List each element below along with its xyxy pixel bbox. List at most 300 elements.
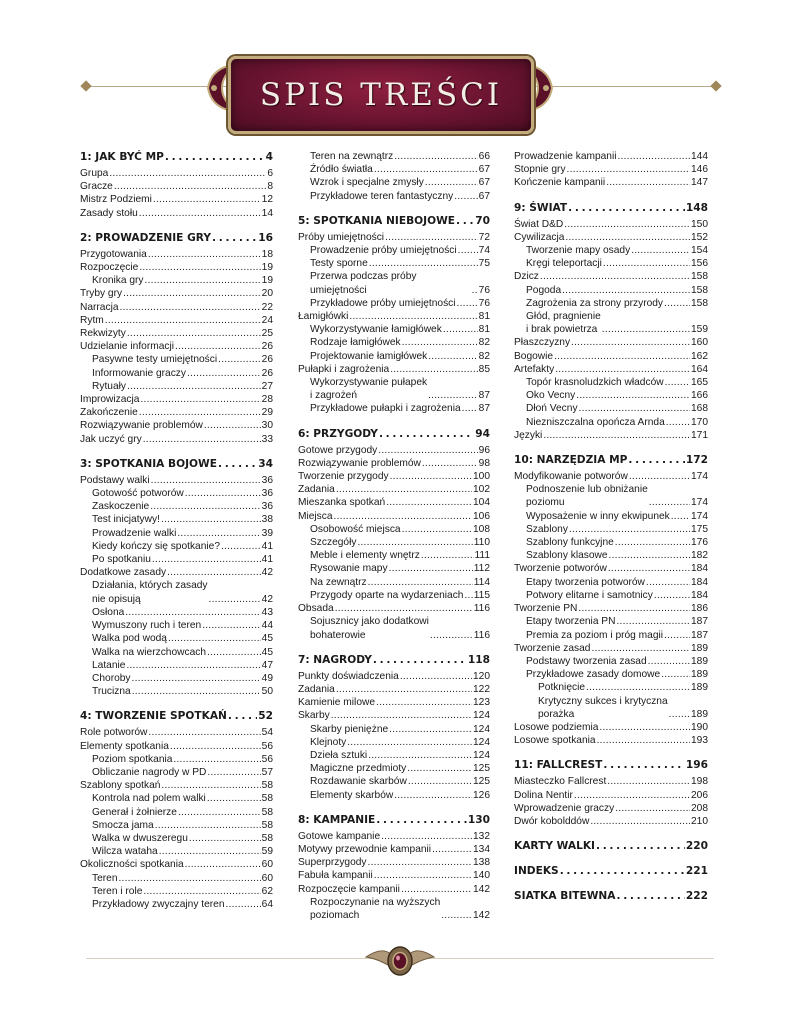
toc-entry[interactable]	[514, 470, 708, 483]
toc-entry-title: Rozdawanie skarbów	[310, 776, 407, 788]
toc-entry[interactable]	[80, 553, 273, 566]
dot-leader	[143, 433, 261, 446]
toc-page-number: 115	[473, 589, 490, 601]
toc-entry[interactable]	[514, 655, 708, 668]
dot-leader	[568, 201, 685, 215]
toc-entry[interactable]	[80, 301, 273, 314]
toc-entry[interactable]	[298, 150, 490, 163]
toc-page-number: 54	[261, 727, 273, 739]
dot-leader	[148, 248, 261, 261]
toc-entry[interactable]	[514, 483, 708, 509]
toc-entry-title: Przykładowe teren fantastyczny	[310, 190, 454, 202]
toc-entry[interactable]	[514, 589, 708, 602]
toc-entry[interactable]	[80, 779, 273, 792]
toc-page-number: 142	[473, 883, 490, 895]
toc-entry[interactable]	[80, 806, 273, 819]
dot-leader	[167, 566, 261, 579]
toc-entry-title: Smocza jama	[92, 819, 154, 831]
toc-entry-title: Potknięcie	[538, 682, 586, 694]
toc-page-number: 187	[691, 629, 708, 641]
toc-chapter-entry[interactable]	[80, 150, 273, 164]
toc-entry-title: Rozwiązywanie problemów	[298, 457, 421, 469]
toc-entry[interactable]	[80, 367, 273, 380]
toc-entry[interactable]	[80, 433, 273, 446]
toc-entry-title: Zagrożenia za strony przyrody	[526, 297, 664, 309]
toc-entry[interactable]	[298, 510, 490, 523]
toc-entry[interactable]	[80, 858, 273, 871]
toc-entry-title: Przerwa podczas próby umiejętności	[310, 271, 417, 296]
toc-page-number: 140	[473, 870, 490, 882]
toc-entry-title: Gotowość potworów	[92, 488, 184, 500]
toc-entry-title: Tworzenie potworów	[514, 563, 607, 575]
toc-chapter-entry[interactable]	[80, 231, 273, 245]
toc-entry[interactable]	[80, 261, 273, 274]
dot-leader	[336, 683, 472, 696]
toc-entry-title: Role potworów	[80, 727, 148, 739]
toc-page-number: 36	[261, 474, 273, 486]
dot-leader	[369, 257, 478, 270]
toc-page-number: 156	[691, 258, 708, 270]
toc-section	[80, 150, 273, 220]
toc-entry[interactable]	[80, 579, 273, 605]
toc-entry[interactable]	[298, 496, 490, 509]
dot-leader	[228, 709, 257, 723]
toc-entry-title: Próby umiejętności	[298, 231, 385, 243]
toc-page-number: 125	[473, 776, 490, 788]
toc-page-number: 47	[261, 659, 273, 671]
toc-entry[interactable]	[80, 393, 273, 406]
toc-entry-title: Dzieła sztuki	[310, 749, 368, 761]
dot-leader	[654, 589, 690, 602]
toc-entry-title: Tworzenie przygody	[298, 471, 389, 483]
toc-page-number: 154	[691, 245, 708, 257]
dot-leader	[602, 323, 690, 336]
toc-page-number: 159	[691, 324, 708, 336]
toc-entry[interactable]	[298, 190, 490, 203]
toc-entry[interactable]	[80, 606, 273, 619]
toc-entry[interactable]	[514, 363, 708, 376]
toc-page-number: 19	[261, 275, 273, 287]
toc-page-number: 57	[261, 766, 273, 778]
toc-chapter-entry[interactable]	[514, 839, 708, 853]
dot-leader	[177, 527, 260, 540]
toc-section	[514, 150, 708, 190]
toc-entry-title: Podstawy tworzenia zasad	[526, 655, 647, 667]
toc-page-number: 187	[691, 616, 708, 628]
toc-entry-title: Kończenie kampanii	[514, 177, 606, 189]
toc-entry[interactable]	[298, 869, 490, 882]
toc-entry[interactable]	[298, 723, 490, 736]
dot-leader	[132, 672, 261, 685]
toc-page-number: 14	[261, 207, 273, 219]
toc-chapter-entry[interactable]	[514, 201, 708, 215]
toc-entry[interactable]	[298, 523, 490, 536]
toc-entry[interactable]	[80, 474, 273, 487]
toc-entry[interactable]	[514, 549, 708, 562]
toc-entry[interactable]	[298, 231, 490, 244]
toc-page-number: 36	[261, 501, 273, 513]
toc-entry[interactable]	[298, 576, 490, 589]
toc-entry[interactable]	[514, 629, 708, 642]
toc-chapter-entry[interactable]	[298, 427, 490, 441]
toc-chapter-entry[interactable]	[80, 709, 273, 723]
toc-entry[interactable]	[80, 180, 273, 193]
toc-entry-title: Latanie	[92, 659, 126, 671]
toc-page-number: 221	[685, 865, 708, 878]
dot-leader	[139, 406, 261, 419]
toc-entry[interactable]	[514, 775, 708, 788]
toc-entry-title: Projektowanie łamigłówek	[310, 350, 428, 362]
toc-entry[interactable]	[298, 696, 490, 709]
toc-entry[interactable]	[514, 429, 708, 442]
toc-page-number: 16	[258, 231, 273, 244]
toc-entry[interactable]	[298, 457, 490, 470]
toc-page-number: 29	[261, 407, 273, 419]
toc-page-number: 62	[261, 885, 273, 897]
toc-page-number: 85	[478, 363, 490, 375]
toc-entry-title: Miasteczko Fallcrest	[514, 776, 607, 788]
toc-entry[interactable]	[298, 602, 490, 615]
toc-entry[interactable]	[514, 815, 708, 828]
toc-entry[interactable]	[514, 310, 708, 336]
toc-entry[interactable]	[80, 740, 273, 753]
dot-leader	[159, 845, 261, 858]
dot-leader	[385, 231, 478, 244]
toc-entry[interactable]	[514, 576, 708, 589]
dot-leader	[646, 576, 690, 589]
toc-section	[514, 839, 708, 853]
dot-leader	[140, 393, 260, 406]
toc-entry[interactable]	[298, 470, 490, 483]
dot-leader	[661, 668, 690, 681]
toc-page-number: 76	[478, 284, 490, 296]
toc-entry[interactable]	[80, 248, 273, 261]
dot-leader	[579, 402, 690, 415]
toc-entry[interactable]	[80, 792, 273, 805]
toc-entry-title: KARTY WALKI	[514, 840, 595, 853]
toc-entry[interactable]	[80, 314, 273, 327]
toc-page-number: 58	[261, 806, 273, 818]
toc-entry-title: Języki	[514, 429, 543, 441]
dot-leader	[127, 327, 261, 340]
dot-leader	[349, 310, 477, 323]
toc-chapter-entry[interactable]	[298, 813, 490, 827]
toc-entry[interactable]	[514, 244, 708, 257]
toc-entry[interactable]	[514, 602, 708, 615]
toc-entry[interactable]	[298, 709, 490, 722]
toc-entry[interactable]	[514, 336, 708, 349]
dot-leader	[458, 244, 478, 257]
toc-entry[interactable]	[298, 775, 490, 788]
toc-entry[interactable]	[514, 350, 708, 363]
toc-page-number: 172	[685, 454, 708, 467]
dot-leader	[390, 470, 472, 483]
toc-entry[interactable]	[80, 726, 273, 739]
toc-entry[interactable]	[514, 257, 708, 270]
toc-entry[interactable]	[298, 615, 490, 641]
toc-entry[interactable]	[80, 193, 273, 206]
toc-chapter-entry[interactable]	[298, 653, 490, 667]
dot-leader	[631, 244, 690, 257]
toc-page-number: 38	[261, 514, 273, 526]
toc-entry-title: Tryby gry	[80, 288, 123, 300]
toc-entry[interactable]	[80, 672, 273, 685]
toc-entry[interactable]	[514, 270, 708, 283]
toc-entry[interactable]	[80, 487, 273, 500]
dot-leader	[456, 214, 474, 228]
toc-entry[interactable]	[80, 646, 273, 659]
dot-leader	[225, 898, 260, 911]
toc-entry[interactable]	[80, 274, 273, 287]
toc-entry[interactable]	[514, 231, 708, 244]
dot-leader	[567, 163, 690, 176]
toc-entry[interactable]	[80, 500, 273, 513]
toc-entry-title: Rekwizyty	[80, 328, 126, 340]
toc-entry[interactable]	[514, 734, 708, 747]
toc-entry[interactable]	[298, 176, 490, 189]
toc-entry[interactable]	[298, 363, 490, 376]
toc-entry-title: Świat D&D	[514, 218, 564, 230]
dot-leader	[331, 709, 472, 722]
toc-page-number: 67	[478, 177, 490, 189]
toc-entry[interactable]	[80, 167, 273, 180]
toc-entry[interactable]	[514, 536, 708, 549]
toc-entry[interactable]	[298, 163, 490, 176]
toc-entry[interactable]	[514, 789, 708, 802]
toc-entry-title: 5: SPOTKANIA NIEBOJOWE	[298, 214, 456, 227]
toc-chapter-entry[interactable]	[514, 889, 708, 903]
toc-entry[interactable]	[298, 444, 490, 457]
toc-entry[interactable]	[298, 270, 490, 296]
toc-entry[interactable]	[80, 340, 273, 353]
toc-entry[interactable]	[80, 753, 273, 766]
toc-entry[interactable]	[80, 327, 273, 340]
toc-page-number: 152	[691, 231, 708, 243]
dot-leader	[376, 696, 472, 709]
toc-entry-title: Fabuła kampanii	[298, 870, 373, 882]
toc-page-number: 146	[691, 164, 708, 176]
toc-page-number: 164	[691, 363, 708, 375]
toc-page-number: 174	[691, 510, 708, 522]
toc-entry[interactable]	[80, 207, 273, 220]
toc-entry[interactable]	[298, 376, 490, 402]
toc-entry-title: Elementy skarbów	[310, 789, 394, 801]
toc-entry[interactable]	[514, 695, 708, 721]
dot-leader	[576, 389, 690, 402]
toc-entry[interactable]	[298, 257, 490, 270]
toc-entry-title: 6: PRZYGODY	[298, 427, 378, 440]
toc-entry-title: Wykorzystywanie pułapek i zagrożeń	[310, 377, 428, 402]
toc-section	[298, 214, 490, 416]
toc-entry-title: Choroby	[92, 672, 131, 684]
toc-entry[interactable]	[514, 668, 708, 681]
toc-entry[interactable]	[298, 323, 490, 336]
toc-entry[interactable]	[298, 670, 490, 683]
dot-leader	[178, 806, 261, 819]
toc-page-number: 168	[691, 403, 708, 415]
toc-chapter-entry[interactable]	[514, 758, 708, 772]
toc-entry[interactable]	[80, 540, 273, 553]
toc-entry[interactable]	[514, 402, 708, 415]
toc-entry[interactable]	[514, 562, 708, 575]
toc-page-number: 52	[258, 710, 273, 723]
dot-leader	[599, 721, 690, 734]
toc-page-number: 122	[473, 683, 490, 695]
toc-page-number: 111	[474, 550, 490, 562]
toc-page-number: 189	[691, 642, 708, 654]
toc-entry[interactable]	[514, 176, 708, 189]
toc-chapter-entry[interactable]	[298, 214, 490, 228]
toc-entry[interactable]	[80, 527, 273, 540]
toc-entry[interactable]	[80, 872, 273, 885]
toc-entry[interactable]	[80, 845, 273, 858]
toc-entry[interactable]	[80, 380, 273, 393]
toc-entry[interactable]	[298, 843, 490, 856]
toc-column-3	[514, 150, 708, 914]
toc-entry[interactable]	[514, 615, 708, 628]
toc-entry[interactable]	[298, 830, 490, 843]
toc-entry[interactable]	[298, 856, 490, 869]
toc-page-number: 20	[261, 288, 273, 300]
toc-entry-title: 4: TWORZENIE SPOTKAŃ	[80, 710, 227, 723]
toc-entry[interactable]	[80, 419, 273, 432]
dot-leader	[161, 779, 260, 792]
toc-entry[interactable]	[298, 736, 490, 749]
dot-leader	[139, 207, 261, 220]
toc-entry[interactable]	[80, 513, 273, 526]
toc-entry[interactable]	[80, 566, 273, 579]
dot-leader	[145, 274, 261, 287]
toc-entry[interactable]	[298, 562, 490, 575]
dot-leader	[422, 457, 478, 470]
toc-entry[interactable]	[80, 353, 273, 366]
toc-entry[interactable]	[514, 150, 708, 163]
toc-chapter-entry[interactable]	[80, 457, 273, 471]
toc-entry[interactable]	[80, 619, 273, 632]
toc-entry[interactable]	[514, 389, 708, 402]
toc-entry[interactable]	[514, 510, 708, 523]
toc-entry[interactable]	[514, 297, 708, 310]
toc-entry[interactable]	[298, 762, 490, 775]
dot-leader	[170, 740, 261, 753]
dot-leader	[173, 753, 260, 766]
toc-entry[interactable]	[80, 885, 273, 898]
toc-page-number: 82	[478, 337, 490, 349]
toc-page-number: 26	[261, 367, 273, 379]
toc-entry-title: Obliczanie nagrody w PD	[92, 766, 207, 778]
toc-page-number: 67	[478, 164, 490, 176]
toc-page-number: 142	[473, 909, 490, 921]
toc-page-number: 158	[691, 284, 708, 296]
toc-page-number: 58	[261, 832, 273, 844]
toc-entry-title: Artefakty	[514, 363, 555, 375]
toc-entry[interactable]	[514, 642, 708, 655]
toc-entry-title: Przykładowe pułapki i zagrożenia	[310, 403, 461, 415]
toc-entry[interactable]	[298, 883, 490, 896]
toc-entry[interactable]	[80, 766, 273, 779]
toc-entry[interactable]	[298, 536, 490, 549]
dot-leader	[335, 602, 473, 615]
toc-entry[interactable]	[80, 287, 273, 300]
toc-entry[interactable]	[80, 832, 273, 845]
toc-entry[interactable]	[514, 416, 708, 429]
toc-entry[interactable]	[298, 336, 490, 349]
toc-entry-title: Walka w dwuszeregu	[92, 832, 188, 844]
toc-page-number: 64	[261, 898, 273, 910]
toc-entry-title: Skarby pieniężne	[310, 723, 389, 735]
dot-leader	[334, 510, 472, 523]
toc-page-number: 126	[473, 789, 490, 801]
toc-section	[298, 653, 490, 802]
dot-leader	[381, 830, 472, 843]
toc-entry[interactable]	[298, 350, 490, 363]
toc-entry[interactable]	[514, 163, 708, 176]
toc-entry[interactable]	[298, 749, 490, 762]
toc-entry-title: Wzrok i specjalne zmysły	[310, 177, 424, 189]
toc-entry-title: Osłona	[92, 606, 125, 618]
toc-page-number: 174	[691, 497, 708, 509]
toc-entry-title: Płaszczyzny	[514, 337, 571, 349]
toc-page-number: 190	[691, 721, 708, 733]
toc-entry-title: Działania, których zasady nie opisują	[92, 580, 208, 605]
toc-entry[interactable]	[298, 402, 490, 415]
toc-entry[interactable]	[298, 589, 490, 602]
toc-page-number: 170	[691, 416, 708, 428]
toc-entry[interactable]	[298, 896, 490, 922]
toc-entry[interactable]	[298, 297, 490, 310]
toc-entry[interactable]	[298, 244, 490, 257]
toc-entry[interactable]	[80, 406, 273, 419]
toc-page-number: 144	[691, 151, 708, 162]
toc-entry[interactable]	[514, 376, 708, 389]
toc-entry[interactable]	[298, 549, 490, 562]
toc-entry[interactable]	[514, 284, 708, 297]
dot-leader	[540, 270, 690, 283]
toc-entry[interactable]	[298, 483, 490, 496]
toc-entry-title: Krytyczny sukces i krytyczna porażka	[538, 695, 668, 720]
dot-leader	[368, 749, 472, 762]
toc-entry[interactable]	[80, 819, 273, 832]
toc-entry[interactable]	[80, 659, 273, 672]
toc-entry[interactable]	[298, 683, 490, 696]
toc-section	[298, 427, 490, 642]
toc-entry[interactable]	[298, 310, 490, 323]
dot-leader	[441, 909, 472, 922]
toc-entry-title: Głód, pragnienie i brak powietrza	[526, 311, 601, 336]
toc-entry-title: Etapy tworzenia PN	[526, 616, 616, 628]
toc-chapter-entry[interactable]	[514, 453, 708, 467]
toc-chapter-entry[interactable]	[514, 864, 708, 878]
toc-entry[interactable]	[514, 681, 708, 694]
toc-entry-title: Punkty doświadczenia	[298, 670, 399, 682]
toc-entry[interactable]	[514, 218, 708, 231]
toc-entry[interactable]	[514, 523, 708, 536]
toc-entry[interactable]	[298, 789, 490, 802]
dot-leader	[615, 802, 690, 815]
toc-entry-title: Bogowie	[514, 350, 554, 362]
toc-entry[interactable]	[80, 632, 273, 645]
toc-entry[interactable]	[80, 898, 273, 911]
toc-entry[interactable]	[80, 685, 273, 698]
toc-page-number: 39	[261, 527, 273, 539]
toc-entry[interactable]	[514, 721, 708, 734]
toc-entry-title: Wyposażenie w inny ekwipunek	[526, 510, 670, 522]
toc-page-number: 43	[261, 606, 273, 618]
toc-entry-title: Zadania	[298, 484, 335, 496]
toc-entry-title: Oko Vecny	[526, 390, 576, 402]
toc-entry[interactable]	[514, 802, 708, 815]
toc-page-number: 44	[261, 620, 273, 632]
